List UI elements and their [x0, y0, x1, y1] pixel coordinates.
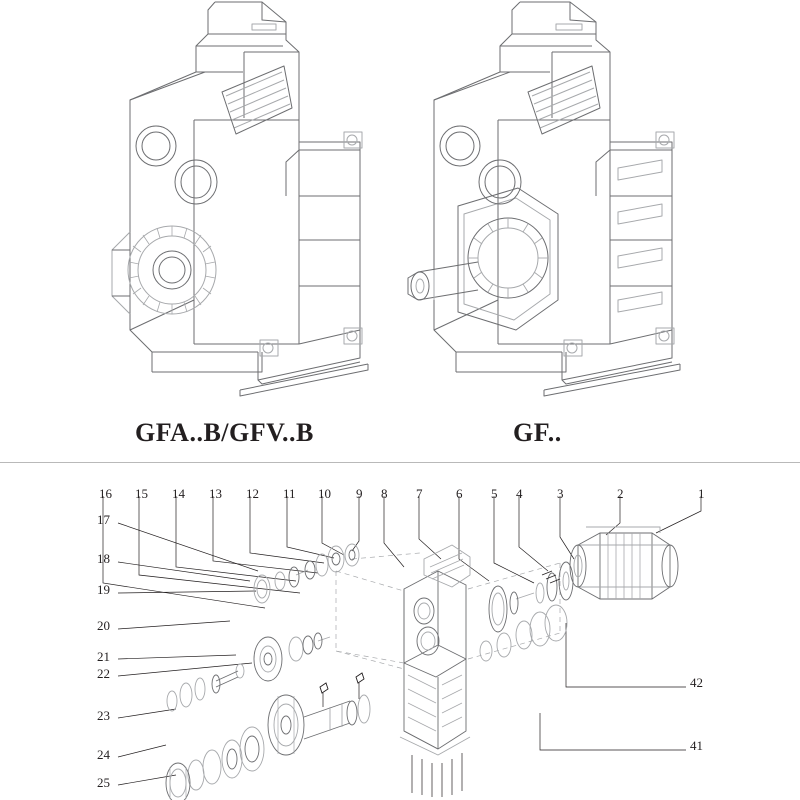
callout-16: 16: [99, 486, 112, 501]
callout-10: 10: [318, 486, 331, 501]
callout-22: 22: [97, 666, 110, 681]
callout-9: 9: [356, 486, 363, 501]
callout-42: 42: [690, 675, 703, 690]
callout-19: 19: [97, 582, 110, 597]
callout-7: 7: [416, 486, 423, 501]
callout-12: 12: [246, 486, 259, 501]
callout-20: 20: [97, 618, 110, 633]
callout-5: 5: [491, 486, 498, 501]
callout-23: 23: [97, 708, 110, 723]
callout-6: 6: [456, 486, 463, 501]
callout-4: 4: [516, 486, 523, 501]
exploded-view-section: [0, 463, 800, 800]
callout-8: 8: [381, 486, 388, 501]
caption-right: GF..: [513, 418, 562, 447]
exploded-parts-drawing: [0, 463, 800, 800]
callout-41: 41: [690, 738, 703, 753]
callout-18: 18: [97, 551, 110, 566]
gearbox-hollow-shaft-view: [0, 0, 400, 408]
gearbox-solid-shaft-view: [400, 0, 800, 408]
callout-24: 24: [97, 747, 110, 762]
callout-15: 15: [135, 486, 148, 501]
callout-14: 14: [172, 486, 185, 501]
callout-1: 1: [698, 486, 705, 501]
callout-13: 13: [209, 486, 222, 501]
callout-11: 11: [283, 486, 296, 501]
callout-3: 3: [557, 486, 564, 501]
callout-21: 21: [97, 649, 110, 664]
callout-17: 17: [97, 512, 110, 527]
callout-25: 25: [97, 775, 110, 790]
caption-left: GFA..B/GFV..B: [135, 418, 314, 447]
callout-2: 2: [617, 486, 624, 501]
